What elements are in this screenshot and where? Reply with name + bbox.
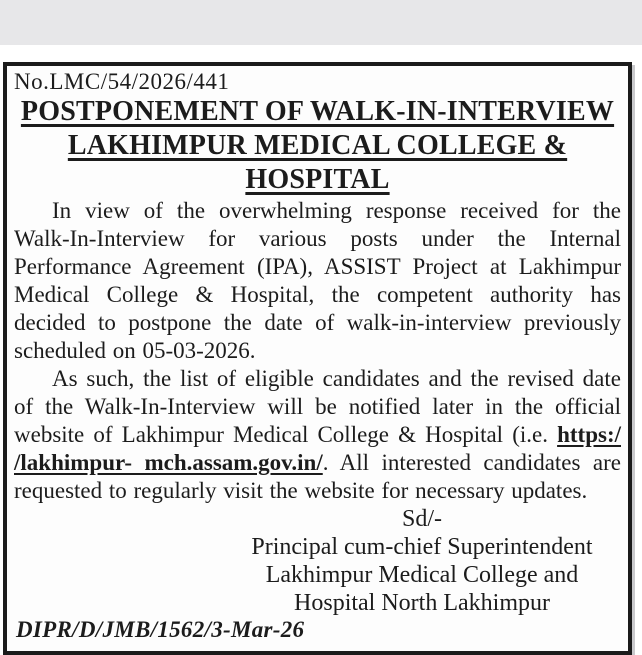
notice-title-line: HOSPITAL <box>245 164 390 195</box>
top-band <box>0 0 642 45</box>
paragraph-text: . All interested candidates are requested to regularly visit the website for necessary updates. <box>14 450 621 503</box>
signature-lines <box>229 533 615 617</box>
signature-sd: Sd/- <box>401 506 442 532</box>
notice-title-line: POSTPONEMENT OF WALK-IN-INTERVIEW <box>20 96 615 127</box>
notice-body <box>14 197 621 505</box>
paragraph-text: In view of the overwhelming response received for the Walk-In-Interview for various posts under the Internal Performance Agreement (IPA), ASSIST Project at Lakhimpur Medical College & Hospital, the competent authority has decided to postpone the date of walk-in-interview previously scheduled on 05-03-2026. <box>14 198 621 363</box>
reference-number: No.LMC/54/2026/441 <box>14 69 230 94</box>
signature-block <box>229 505 615 617</box>
notice-title <box>14 95 621 197</box>
footer-reference: DIPR/D/JMB/1562/3-Mar-26 <box>16 617 305 642</box>
signature-line: Lakhimpur Medical College and <box>265 562 579 588</box>
signature-line: Hospital North Lakhimpur <box>294 590 550 616</box>
website-url: https:/ /lakhimpur- mch.assam.gov.in/ <box>14 422 621 475</box>
notice-box <box>3 62 632 655</box>
notice-paragraph <box>14 197 621 365</box>
signature-line: Principal cum-chief Superintendent <box>251 534 593 560</box>
notice-title-line: LAKHIMPUR MEDICAL COLLEGE & <box>67 130 568 161</box>
notice-paragraph <box>14 365 621 505</box>
paragraph-text: As such, the list of eligible candidates and the revised date of the Walk-In-Interview will be notified later in the official website of Lakhimpur Medical College & Hospital (i.e. <box>14 366 621 447</box>
